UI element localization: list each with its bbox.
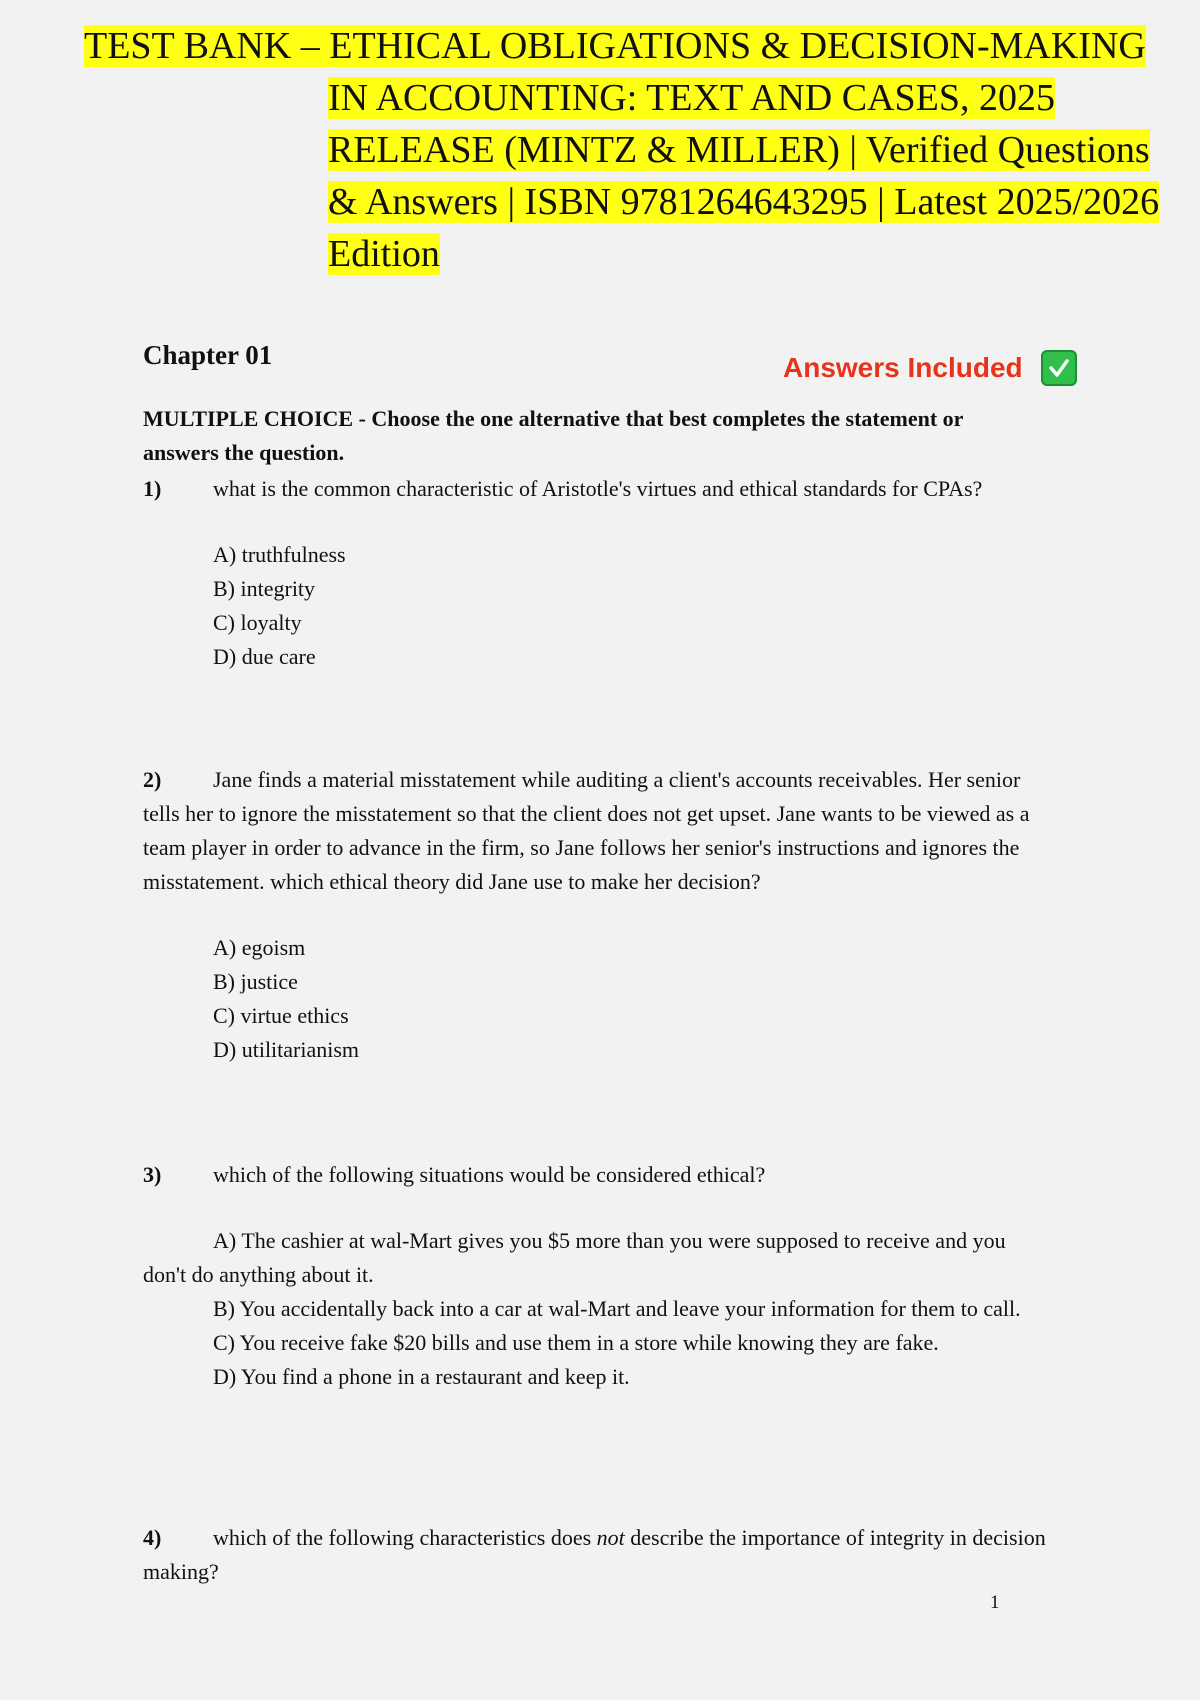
question-text: what is the common characteristic of Aristotle's virtues and ethical standards for CPAs? [213,476,983,501]
question-text: Jane finds a material misstatement while auditing a client's accounts receivables. Her senior tells her to ignore the misstatement so that the client does not get upset. Jane wants to be viewed as a team player in order to advance in the firm, so Jane follows her senior's instructions and ignores the misstatement. which ethical theory did Jane use to make her decision? [143,767,1030,894]
question-3 [143,1158,1048,1394]
question-number: 3) [143,1162,162,1187]
option-a: A) The cashier at wal-Mart gives you $5 more than you were supposed to receive and you don't do anything about it. [143,1228,1006,1287]
question-text-after: describe the importance of integrity in decision making? [143,1525,1046,1584]
option-b: B) You accidentally back into a car at wal-Mart and leave your information for them to call. [213,1296,1021,1321]
option-c: C) loyalty [213,610,302,635]
title-line-1: TEST BANK – ETHICAL OBLIGATIONS & DECISION-MAKING [84,25,1146,67]
question-4 [143,1521,1048,1589]
option-c: C) You receive fake $20 bills and use them in a store while knowing they are fake. [213,1330,939,1355]
title-line-5: Edition [328,233,440,275]
badge-label: Answers Included [783,352,1023,383]
option-b: B) integrity [213,576,316,601]
check-mark-icon [1041,350,1077,386]
page-number: 1 [990,1592,1000,1613]
answers-included-badge [783,350,1077,386]
question-text: which of the following situations would be considered ethical? [213,1162,766,1187]
question-1 [143,472,1048,674]
option-c: C) virtue ethics [213,1003,349,1028]
document-title [84,20,1194,280]
title-line-2: IN ACCOUNTING: TEXT AND CASES, 2025 [328,77,1055,119]
option-d: D) due care [213,644,316,669]
question-number: 2) [143,767,162,792]
option-b: B) justice [213,969,298,994]
chapter-heading: Chapter 01 [143,340,273,370]
section-instructions: MULTIPLE CHOICE - Choose the one alternative that best completes the statement or answers the question. [143,406,964,465]
option-d: D) You find a phone in a restaurant and keep it. [213,1364,630,1389]
option-a: A) egoism [213,935,306,960]
option-d: D) utilitarianism [213,1037,360,1062]
question-text-emphasis: not [596,1525,625,1550]
title-line-4: & Answers | ISBN 9781264643295 | Latest 2025/2026 [328,181,1160,223]
question-number: 1) [143,476,162,501]
question-2 [143,763,1048,1067]
option-a: A) truthfulness [213,542,346,567]
title-line-3: RELEASE (MINTZ & MILLER) | Verified Questions [328,129,1150,171]
question-number: 4) [143,1525,162,1550]
question-text-before: which of the following characteristics does [213,1525,597,1550]
